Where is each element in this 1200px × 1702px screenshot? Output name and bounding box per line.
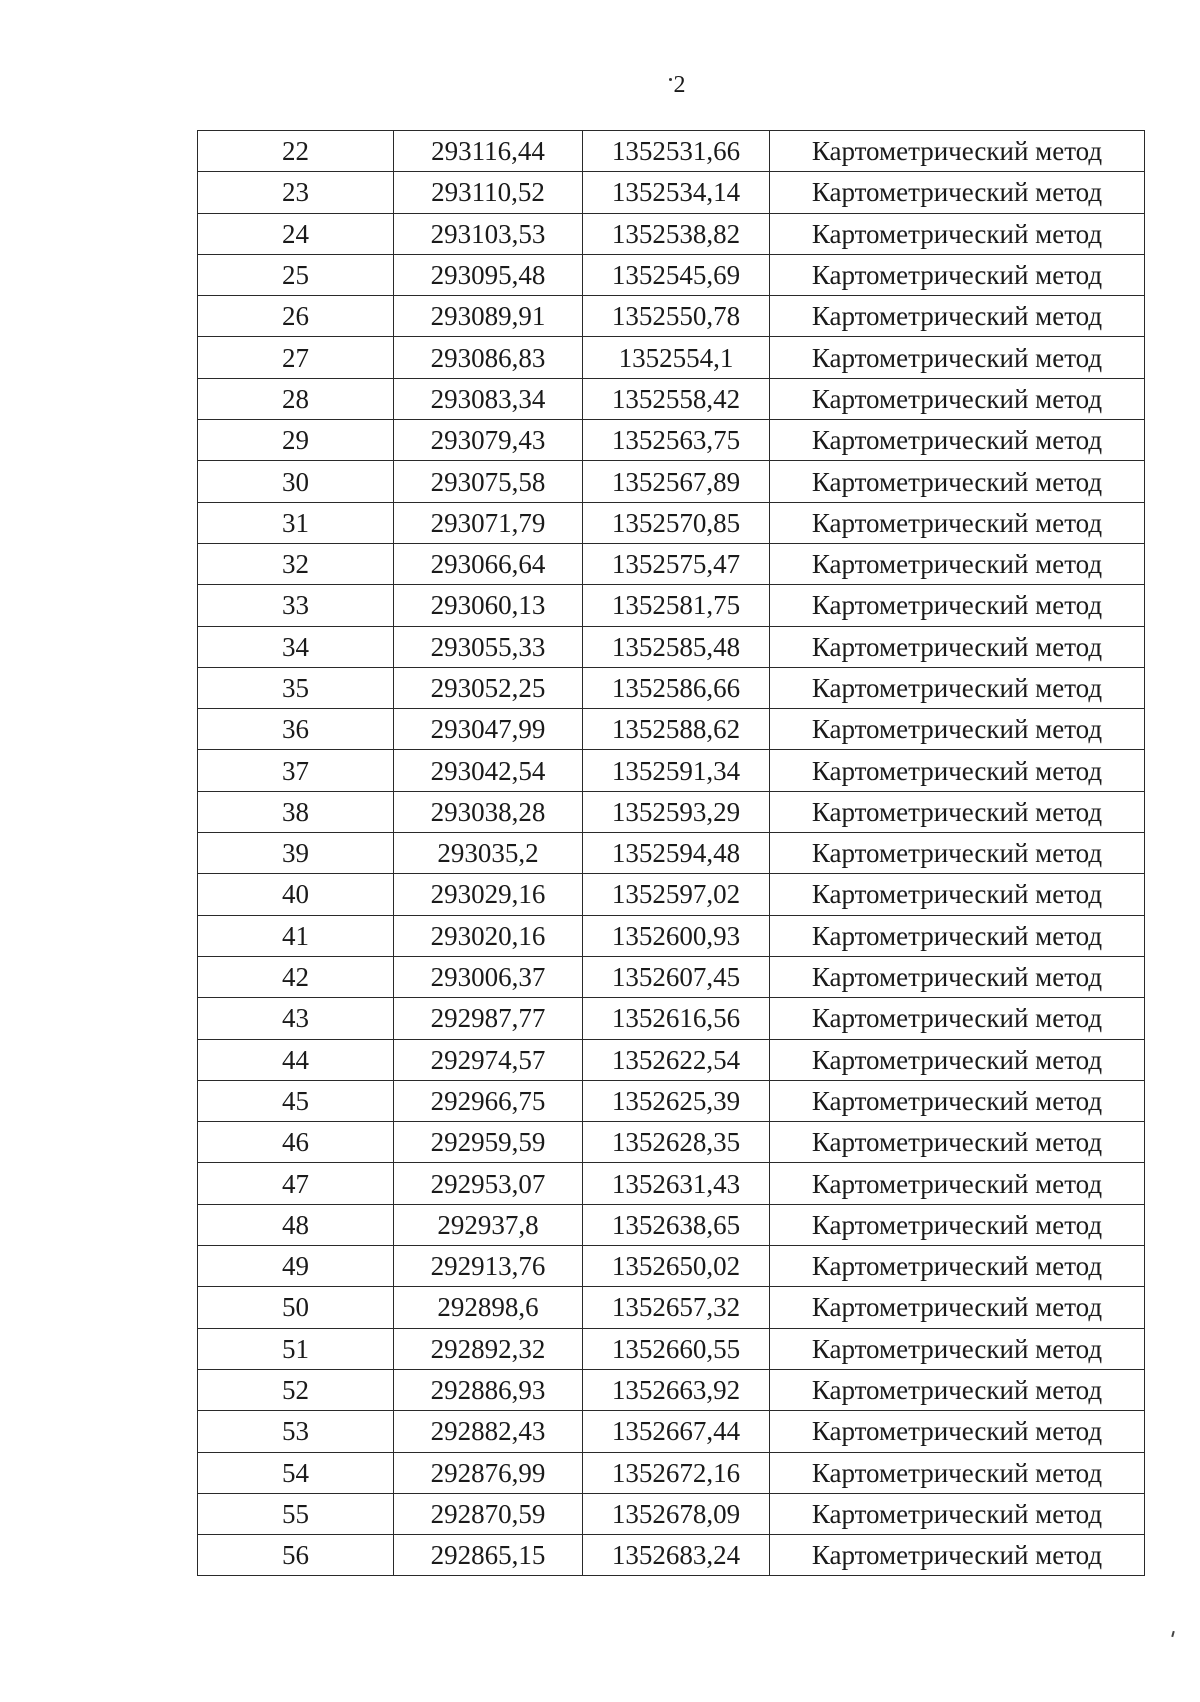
x-coordinate-cell: 292987,77: [394, 998, 583, 1039]
x-coordinate-cell: 293095,48: [394, 254, 583, 295]
method-cell: Картометрический метод: [770, 791, 1145, 832]
table-row: [198, 667, 1145, 708]
table-row: [198, 1493, 1145, 1534]
point-number-cell: 49: [198, 1246, 394, 1287]
point-number-cell: 30: [198, 461, 394, 502]
y-coordinate-cell: 1352593,29: [583, 791, 770, 832]
point-number-cell: 46: [198, 1122, 394, 1163]
page-number-text: 2: [673, 72, 686, 98]
coordinates-table-body: [198, 131, 1145, 1576]
y-coordinate-cell: 1352563,75: [583, 420, 770, 461]
method-cell: Картометрический метод: [770, 626, 1145, 667]
table-row: [198, 254, 1145, 295]
point-number-cell: 40: [198, 874, 394, 915]
method-cell: Картометрический метод: [770, 1535, 1145, 1576]
x-coordinate-cell: 293006,37: [394, 956, 583, 997]
method-cell: Картометрический метод: [770, 585, 1145, 626]
x-coordinate-cell: 293083,34: [394, 378, 583, 419]
method-cell: Картометрический метод: [770, 667, 1145, 708]
table-row: [198, 420, 1145, 461]
method-cell: Картометрический метод: [770, 956, 1145, 997]
table-row: [198, 915, 1145, 956]
y-coordinate-cell: 1352594,48: [583, 833, 770, 874]
y-coordinate-cell: 1352558,42: [583, 378, 770, 419]
method-cell: Картометрический метод: [770, 1080, 1145, 1121]
y-coordinate-cell: 1352660,55: [583, 1328, 770, 1369]
y-coordinate-cell: 1352550,78: [583, 296, 770, 337]
method-cell: Картометрический метод: [770, 1246, 1145, 1287]
method-cell: Картометрический метод: [770, 337, 1145, 378]
table-row: [198, 502, 1145, 543]
x-coordinate-cell: 293079,43: [394, 420, 583, 461]
x-coordinate-cell: 292959,59: [394, 1122, 583, 1163]
y-coordinate-cell: 1352667,44: [583, 1411, 770, 1452]
x-coordinate-cell: 292886,93: [394, 1369, 583, 1410]
x-coordinate-cell: 292937,8: [394, 1204, 583, 1245]
point-number-cell: 31: [198, 502, 394, 543]
table-row: [198, 337, 1145, 378]
y-coordinate-cell: 1352628,35: [583, 1122, 770, 1163]
method-cell: Картометрический метод: [770, 1122, 1145, 1163]
point-number-cell: 54: [198, 1452, 394, 1493]
y-coordinate-cell: 1352622,54: [583, 1039, 770, 1080]
table-row: [198, 750, 1145, 791]
table-row: [198, 833, 1145, 874]
point-number-cell: 34: [198, 626, 394, 667]
y-coordinate-cell: 1352588,62: [583, 709, 770, 750]
table-row: [198, 1080, 1145, 1121]
point-number-cell: 52: [198, 1369, 394, 1410]
x-coordinate-cell: 292974,57: [394, 1039, 583, 1080]
method-cell: Картометрический метод: [770, 1452, 1145, 1493]
method-cell: Картометрический метод: [770, 1163, 1145, 1204]
table-row: [198, 1328, 1145, 1369]
method-cell: Картометрический метод: [770, 1287, 1145, 1328]
point-number-cell: 32: [198, 543, 394, 584]
point-number-cell: 35: [198, 667, 394, 708]
x-coordinate-cell: 293071,79: [394, 502, 583, 543]
point-number-cell: 41: [198, 915, 394, 956]
x-coordinate-cell: 293075,58: [394, 461, 583, 502]
table-row: [198, 585, 1145, 626]
y-coordinate-cell: 1352545,69: [583, 254, 770, 295]
point-number-cell: 47: [198, 1163, 394, 1204]
point-number-cell: 33: [198, 585, 394, 626]
table-row: [198, 1122, 1145, 1163]
x-coordinate-cell: 292870,59: [394, 1493, 583, 1534]
point-number-cell: 48: [198, 1204, 394, 1245]
table-row: [198, 626, 1145, 667]
point-number-cell: 28: [198, 378, 394, 419]
point-number-cell: 55: [198, 1493, 394, 1534]
coordinates-table: [197, 130, 1145, 1576]
y-coordinate-cell: 1352531,66: [583, 131, 770, 172]
y-coordinate-cell: 1352663,92: [583, 1369, 770, 1410]
y-coordinate-cell: 1352625,39: [583, 1080, 770, 1121]
x-coordinate-cell: 293020,16: [394, 915, 583, 956]
y-coordinate-cell: 1352581,75: [583, 585, 770, 626]
table-row: [198, 1204, 1145, 1245]
table-row: [198, 461, 1145, 502]
y-coordinate-cell: 1352631,43: [583, 1163, 770, 1204]
table-row: [198, 791, 1145, 832]
method-cell: Картометрический метод: [770, 172, 1145, 213]
table-row: [198, 1535, 1145, 1576]
x-coordinate-cell: 292882,43: [394, 1411, 583, 1452]
y-coordinate-cell: 1352678,09: [583, 1493, 770, 1534]
y-coordinate-cell: 1352638,65: [583, 1204, 770, 1245]
x-coordinate-cell: 293110,52: [394, 172, 583, 213]
method-cell: Картометрический метод: [770, 461, 1145, 502]
y-coordinate-cell: 1352683,24: [583, 1535, 770, 1576]
y-coordinate-cell: 1352554,1: [583, 337, 770, 378]
method-cell: Картометрический метод: [770, 502, 1145, 543]
point-number-cell: 51: [198, 1328, 394, 1369]
table-row: [198, 1163, 1145, 1204]
point-number-cell: 36: [198, 709, 394, 750]
table-row: [198, 1246, 1145, 1287]
point-number-cell: 42: [198, 956, 394, 997]
x-coordinate-cell: 293055,33: [394, 626, 583, 667]
point-number-cell: 37: [198, 750, 394, 791]
y-coordinate-cell: 1352586,66: [583, 667, 770, 708]
table-row: [198, 874, 1145, 915]
table-row: [198, 1039, 1145, 1080]
point-number-cell: 24: [198, 213, 394, 254]
page-number: [0, 70, 1200, 100]
y-coordinate-cell: 1352600,93: [583, 915, 770, 956]
table-row: [198, 956, 1145, 997]
point-number-cell: 44: [198, 1039, 394, 1080]
y-coordinate-cell: 1352597,02: [583, 874, 770, 915]
method-cell: Картометрический метод: [770, 998, 1145, 1039]
method-cell: Картометрический метод: [770, 1411, 1145, 1452]
method-cell: Картометрический метод: [770, 1328, 1145, 1369]
table-row: [198, 1411, 1145, 1452]
method-cell: Картометрический метод: [770, 296, 1145, 337]
point-number-cell: 43: [198, 998, 394, 1039]
table-row: [198, 1287, 1145, 1328]
y-coordinate-cell: 1352607,45: [583, 956, 770, 997]
x-coordinate-cell: 293116,44: [394, 131, 583, 172]
x-coordinate-cell: 293089,91: [394, 296, 583, 337]
x-coordinate-cell: 293060,13: [394, 585, 583, 626]
method-cell: Картометрический метод: [770, 1369, 1145, 1410]
point-number-cell: 45: [198, 1080, 394, 1121]
table-row: [198, 172, 1145, 213]
method-cell: Картометрический метод: [770, 1204, 1145, 1245]
y-coordinate-cell: 1352657,32: [583, 1287, 770, 1328]
table-row: [198, 709, 1145, 750]
x-coordinate-cell: 292953,07: [394, 1163, 583, 1204]
point-number-cell: 23: [198, 172, 394, 213]
y-coordinate-cell: 1352538,82: [583, 213, 770, 254]
x-coordinate-cell: 292876,99: [394, 1452, 583, 1493]
method-cell: Картометрический метод: [770, 378, 1145, 419]
x-coordinate-cell: 293029,16: [394, 874, 583, 915]
point-number-cell: 39: [198, 833, 394, 874]
x-coordinate-cell: 293103,53: [394, 213, 583, 254]
x-coordinate-cell: 293052,25: [394, 667, 583, 708]
method-cell: Картометрический метод: [770, 750, 1145, 791]
point-number-cell: 25: [198, 254, 394, 295]
method-cell: Картометрический метод: [770, 131, 1145, 172]
x-coordinate-cell: 292913,76: [394, 1246, 583, 1287]
y-coordinate-cell: 1352672,16: [583, 1452, 770, 1493]
method-cell: Картометрический метод: [770, 543, 1145, 584]
method-cell: Картометрический метод: [770, 420, 1145, 461]
method-cell: Картометрический метод: [770, 874, 1145, 915]
x-coordinate-cell: 293035,2: [394, 833, 583, 874]
y-coordinate-cell: 1352570,85: [583, 502, 770, 543]
method-cell: Картометрический метод: [770, 254, 1145, 295]
point-number-cell: 38: [198, 791, 394, 832]
point-number-cell: 26: [198, 296, 394, 337]
table-row: [198, 543, 1145, 584]
table-row: [198, 296, 1145, 337]
y-coordinate-cell: 1352616,56: [583, 998, 770, 1039]
x-coordinate-cell: 293066,64: [394, 543, 583, 584]
method-cell: Картометрический метод: [770, 213, 1145, 254]
x-coordinate-cell: 293086,83: [394, 337, 583, 378]
y-coordinate-cell: 1352585,48: [583, 626, 770, 667]
method-cell: Картометрический метод: [770, 915, 1145, 956]
point-number-cell: 56: [198, 1535, 394, 1576]
point-number-cell: 53: [198, 1411, 394, 1452]
scan-mark: [1171, 1631, 1174, 1637]
point-number-cell: 50: [198, 1287, 394, 1328]
method-cell: Картометрический метод: [770, 1493, 1145, 1534]
point-number-cell: 29: [198, 420, 394, 461]
y-coordinate-cell: 1352591,34: [583, 750, 770, 791]
table-row: [198, 1369, 1145, 1410]
y-coordinate-cell: 1352567,89: [583, 461, 770, 502]
table-row: [198, 378, 1145, 419]
table-row: [198, 213, 1145, 254]
method-cell: Картометрический метод: [770, 833, 1145, 874]
method-cell: Картометрический метод: [770, 709, 1145, 750]
table-row: [198, 1452, 1145, 1493]
y-coordinate-cell: 1352534,14: [583, 172, 770, 213]
scan-speck: [669, 78, 672, 81]
x-coordinate-cell: 292892,32: [394, 1328, 583, 1369]
y-coordinate-cell: 1352650,02: [583, 1246, 770, 1287]
x-coordinate-cell: 292966,75: [394, 1080, 583, 1121]
point-number-cell: 27: [198, 337, 394, 378]
x-coordinate-cell: 293038,28: [394, 791, 583, 832]
y-coordinate-cell: 1352575,47: [583, 543, 770, 584]
x-coordinate-cell: 292865,15: [394, 1535, 583, 1576]
x-coordinate-cell: 293047,99: [394, 709, 583, 750]
table-row: [198, 998, 1145, 1039]
point-number-cell: 22: [198, 131, 394, 172]
x-coordinate-cell: 292898,6: [394, 1287, 583, 1328]
x-coordinate-cell: 293042,54: [394, 750, 583, 791]
table-row: [198, 131, 1145, 172]
method-cell: Картометрический метод: [770, 1039, 1145, 1080]
